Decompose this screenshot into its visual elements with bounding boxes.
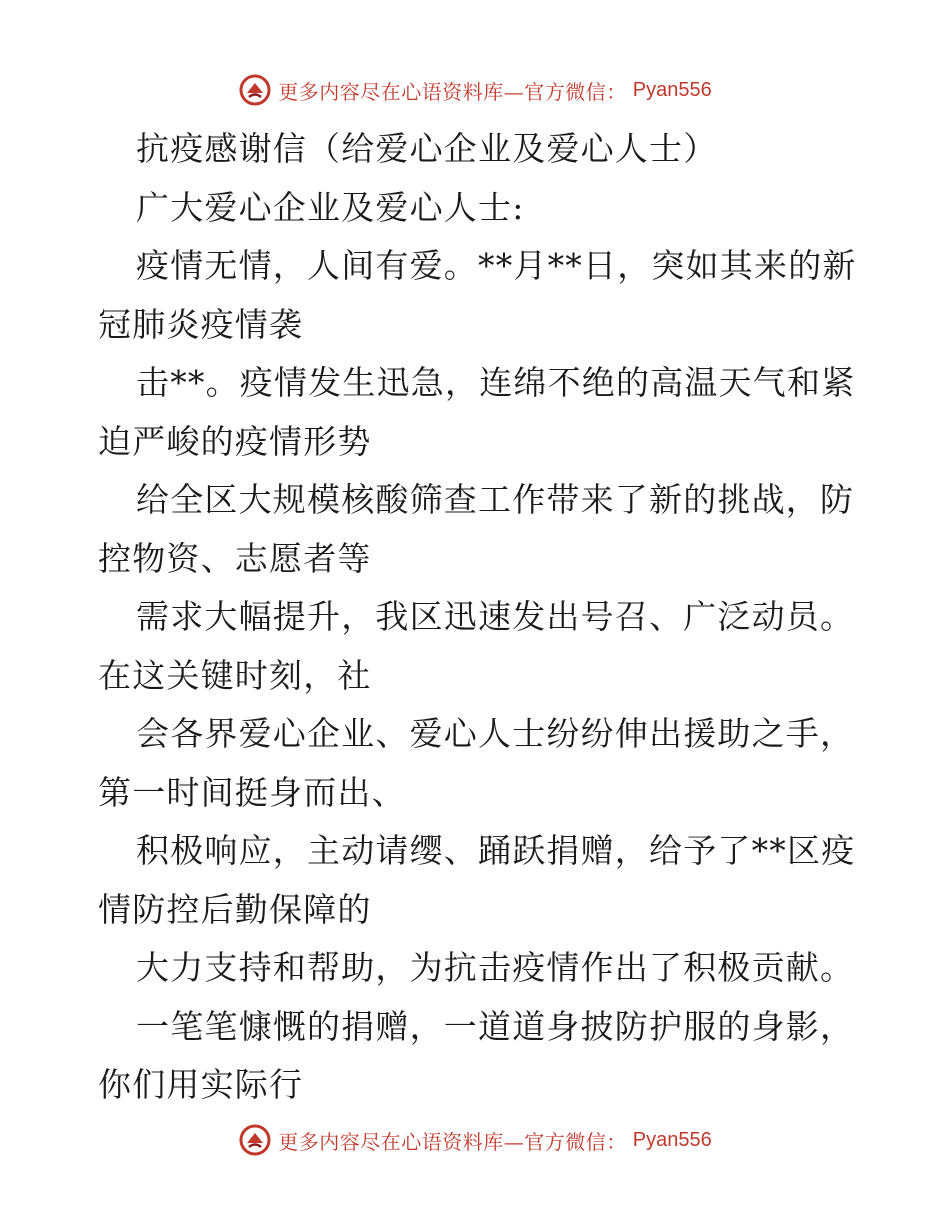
text-line: 广大爱心企业及爱心人士: <box>136 187 525 227</box>
text-line: 给全区大规模核酸筛查工作带来了新的挑战，防 <box>136 480 855 519</box>
text-line: 迫严峻的疫情形势 <box>98 421 372 461</box>
text-line: 积极响应，主动请缨、踊跃捐赠，给予了**区疫 <box>136 831 856 870</box>
text-line: 控物资、志愿者等 <box>98 538 372 578</box>
text-line: 大力支持和帮助，为抗击疫情作出了积极贡献。 <box>136 948 855 987</box>
text-line: 会各界爱心企业、爱心人士纷纷伸出援助之手， <box>136 714 855 753</box>
watermark-text: 更多内容尽在心语资料库—官方微信： <box>278 1129 627 1154</box>
text-line: 冠肺炎疫情袭 <box>98 304 304 344</box>
text-line: 你们用实际行 <box>98 1065 304 1104</box>
text-line: 一笔笔慷慨的捐赠，一道道身披防护服的身影， <box>136 1006 855 1046</box>
footer-watermark <box>0 1120 950 1160</box>
text-line: 疫情无情，人间有爱。**月**日，突如其来的新 <box>136 246 857 285</box>
watermark-account: Pyan556 <box>632 1128 712 1151</box>
document-body <box>98 120 858 1115</box>
text-line: 情防控后勤保障的 <box>98 889 372 929</box>
header-watermark <box>0 70 950 110</box>
text-line: 在这关键时刻，社 <box>98 655 372 695</box>
logo-icon <box>238 1123 272 1157</box>
watermark-account: Pyan556 <box>632 78 712 101</box>
text-line: 击**。疫情发生迅急，连绵不绝的高温天气和紧 <box>136 363 856 402</box>
logo-icon <box>238 73 272 107</box>
text-line: 需求大幅提升，我区迅速发出号召、广泛动员。 <box>136 597 855 636</box>
text-line: 第一时间挺身而出、 <box>98 772 406 812</box>
text-line: 抗疫感谢信（给爱心企业及爱心人士） <box>136 129 718 168</box>
watermark-text: 更多内容尽在心语资料库—官方微信： <box>278 79 627 104</box>
